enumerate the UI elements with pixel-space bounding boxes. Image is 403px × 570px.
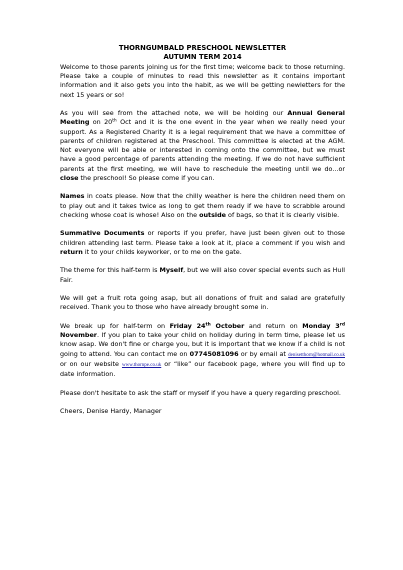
newsletter-term: AUTUMN TERM 2014 [163, 53, 242, 62]
fruit-paragraph: We will get a fruit rota going asap, but all donations of fruit and salad are gratefully received. Thank you to those who have already brought some in. [60, 294, 345, 312]
newsletter-body [60, 44, 345, 426]
query-paragraph: Please don't hesitate to ask the staff or myself if you have a query regarding preschool. [60, 388, 341, 397]
website-link[interactable]: www.thornpe.co.uk [121, 362, 162, 368]
welcome-paragraph: Welcome to those parents joining us for the first time; welcome back to those returning. Please take a couple of minutes to read this newsletter as it contains important information and it also gets you into the habit, as we will be getting newletters for the next 15 years or so! [60, 62, 345, 99]
names-paragraph: Names in coats please. Now that the chilly weather is here the children need them on to play out and it takes twice as long to get them ready if we have to scrabble around checking whose coat is whose! Also on the outside of bags, so that it is clearly visible. [60, 192, 345, 219]
summative-paragraph: Summative Documents or reports if you prefer, have just been given out to those children attending last term. Please take a look at it, place a comment if you wish and return it to your childs keyworker, or to me on the gate. [60, 229, 345, 256]
half-term-paragraph: We break up for half-term on Friday 24th October and return on Monday 3rd November. If you plan to take your child on holiday during in term time, please let us know asap. We don't fine or charge you, but it is important that we know if a child is not going to attend. You can contact me on 07745081096 or by email at denisetthorn@hotmail.co.uk or on our website www.thornpe.co.uk or “like” our facebook page, where you will find up to date information. [60, 321, 346, 379]
theme-paragraph: The theme for this half-term is Myself, but we will also cover special events such as Hull Fair. [60, 266, 345, 284]
signoff: Cheers, Denise Hardy, Manager [60, 407, 162, 416]
email-link[interactable]: denisetthorn@hotmail.co.uk [288, 352, 345, 358]
newsletter-title: THORNGUMBALD PRESCHOOL NEWSLETTER [118, 44, 287, 52]
agm-paragraph: As you will see from the attached note, we will be holding our Annual General Meeting on 20th Oct and it is the one event in the year when we really need your support. As a Registered Charity it is a legal requirement that we have a committee of parents of children registered at the Preschool. This committee is elected at the AGM. Not everyone will be able or interested in coming onto the committee, but we must have a good percentage of parents attending the meeting. If we do not have sufficient parents at the first meeting, we will have to reschedule the meeting until we do...or close the preschool! So please come if you can. [60, 109, 345, 182]
